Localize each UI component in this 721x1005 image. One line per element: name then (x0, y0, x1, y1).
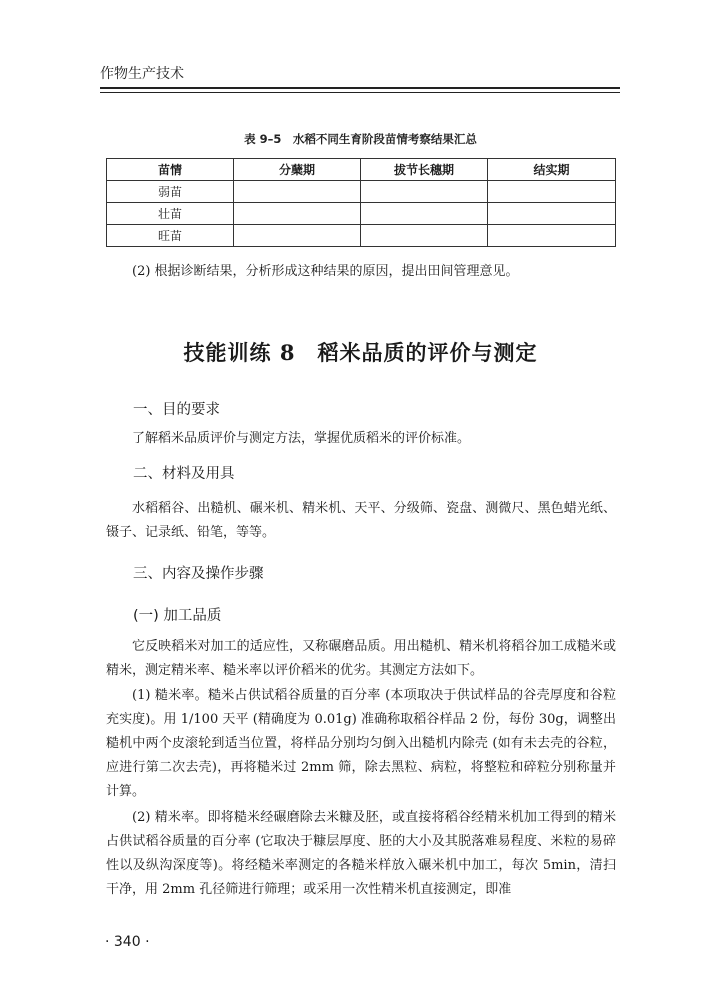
table-header-cell: 分蘖期 (234, 159, 361, 181)
table-cell (488, 181, 616, 203)
objectives-paragraph: 了解稻米品质评价与测定方法，掌握优质稻米的评价标准。 (132, 431, 471, 446)
table-row-label: 壮苗 (107, 203, 234, 225)
table-header-cell: 结实期 (488, 159, 616, 181)
table-cell (234, 203, 361, 225)
table-caption: 表 9–5 水稻不同生育阶段苗情考察结果汇总 (244, 132, 477, 146)
table-cell (234, 181, 361, 203)
heading-materials: 二、材料及用具 (133, 466, 235, 482)
section-title: 技能训练 8 稻米品质的评价与测定 (183, 340, 538, 365)
table-cell (361, 225, 488, 247)
table-row (107, 225, 616, 247)
table-row-label: 旺苗 (107, 225, 234, 247)
diagnosis-note: (2) 根据诊断结果，分析形成这种结果的原因，提出田间管理意见。 (132, 264, 519, 279)
header-rule-thick (100, 87, 620, 89)
materials-paragraph: 水稻稻谷、出糙机、碾米机、精米机、天平、分级筛、瓷盘、测微尺、黑色蜡光纸、镊子、记录纸、铅笔，等等。 (106, 501, 616, 540)
table-header-row (107, 159, 616, 181)
heading-objectives: 一、目的要求 (133, 402, 220, 418)
table-header-cell: 苗情 (107, 159, 234, 181)
header-rule-thin (100, 92, 620, 93)
brown-rice-rate-paragraph: (1) 糙米率。糙米占供试稻谷质量的百分率 (本项取决于供试样品的谷壳厚度和谷粒充实度)。用 1/100 天平 (精确度为 0.01g) 准确称取稻谷样品 2 份，每份 30g，调整出糙机中两个皮滚轮到适当位置，将样品分别均匀倒入出糙机内除壳 (如有未去壳的谷粒，应进行第二次去壳)，再将糙米过 2mm 筛，除去黑粒、病粒，将整粒和碎粒分别称量并计算。 (106, 688, 616, 799)
milled-rice-rate-paragraph: (2) 精米率。即将糙米经碾磨除去米糠及胚，或直接将稻谷经精米机加工得到的精米占供试稻谷质量的百分率 (它取决于糠层厚度、胚的大小及其脱落难易程度、米粒的易碎性以及纵沟深度等)。将经糙米率测定的各糙米样放入碾米机中加工，每次 5min，清扫干净，用 2mm 孔径筛进行筛理；或采用一次性精米机直接测定，即准 (106, 810, 616, 897)
page-number: · 340 · (105, 934, 150, 950)
table-cell (234, 225, 361, 247)
seedling-table (106, 158, 616, 247)
table-row (107, 203, 616, 225)
running-head: 作物生产技术 (100, 66, 184, 82)
table-cell (488, 203, 616, 225)
processing-quality-paragraph: 它反映稻米对加工的适应性，又称碾磨品质。用出糙机、精米机将稻谷加工成糙米或精米，测定精米率、糙米率以评价稻米的优劣。其测定方法如下。 (106, 639, 616, 678)
table-header-cell: 拔节长穗期 (361, 159, 488, 181)
subheading-processing-quality: (一) 加工品质 (133, 608, 222, 624)
heading-procedure: 三、内容及操作步骤 (133, 566, 264, 582)
table-cell (361, 181, 488, 203)
table-cell (361, 203, 488, 225)
table-row-label: 弱苗 (107, 181, 234, 203)
table-row (107, 181, 616, 203)
table-cell (488, 225, 616, 247)
